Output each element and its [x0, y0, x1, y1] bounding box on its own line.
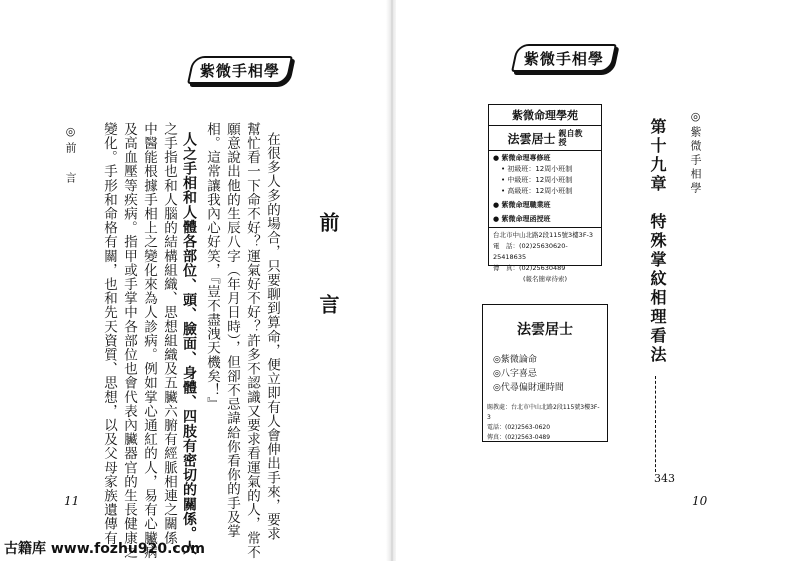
left-header-logo: 紫微手相學 [187, 56, 293, 84]
course-item: • 高級班：12周小班制 [501, 187, 573, 195]
body-column-7: 中醫能根據手相上之變化來為人診病。例如掌心通紅的人，易有心臟病 [141, 122, 157, 560]
right-header-logo: 紫微手相學 [511, 44, 617, 72]
academy-teacher-suffix: 親自教授 [558, 129, 583, 147]
academy-course-list [489, 151, 601, 227]
body-column-1: 在很多人多的場合，只要聊到算命，便立即有人會伸出手來，要求 [264, 132, 280, 541]
right-page [396, 0, 793, 561]
course-item: • 初級班：12周小班制 [501, 165, 573, 173]
service-title: 法雲居士 [517, 322, 573, 338]
chapter-title: 第十九章 特殊掌紋相理看法 [648, 118, 667, 365]
academy-ad-box [488, 104, 602, 283]
right-margin-label: ◎紫微手相學 [689, 110, 702, 196]
service-list [483, 353, 607, 395]
academy-phone: 電 話：(02)25630620-25418635 [493, 242, 568, 261]
service-item: ◎紫微論命 [493, 355, 537, 365]
service-contact [483, 395, 607, 443]
course-item: • 中級班：12周小班制 [501, 176, 573, 184]
academy-note: (報名簡章待索) [522, 275, 568, 283]
service-item: ◎八字喜忌 [493, 369, 537, 379]
course-item: ● 紫微命理專修班 [493, 154, 551, 162]
bottom-page-number: 343 [654, 472, 675, 485]
service-fax: 傳真：(02)2563-0489 [487, 434, 551, 441]
body-column-4: 相。這常讓我內心好笑，『豈不盡洩天機矣！』 [204, 122, 220, 412]
left-page-number: 11 [64, 494, 80, 508]
chapter-title-rule [655, 376, 656, 472]
service-address: 賜教處：台北市中山北路2段115號3樓3F-3 [487, 404, 600, 421]
service-box [482, 304, 608, 442]
body-column-8: 及高血壓等疾病。指甲或手掌中各部位也會代表內臟器官的生長健康之 [121, 122, 137, 560]
service-item: ◎代尋偏財運時間 [493, 383, 564, 393]
section-title-second-char: 言 [316, 294, 340, 314]
body-column-5: 人之手相和人體各部位、頭、臉面、身體、四肢有密切的關係。人 [181, 132, 197, 556]
body-column-2: 幫忙看一下命不好？運氣好不好？許多不認識又要求看運氣的人，常不 [244, 122, 260, 560]
academy-title: 紫微命理學苑 [489, 105, 601, 126]
academy-teacher-row [489, 126, 601, 151]
body-column-3: 願意說出他的生辰八字（年月日時），但卻不忌諱給你看你的手及掌 [224, 122, 240, 539]
right-page-number: 10 [692, 494, 708, 508]
academy-fax: 傳 真：(02)25630489 [493, 264, 566, 272]
site-watermark: 古籍库 www.fozhu920.com [4, 541, 205, 557]
academy-teacher: 法雲居士 [507, 131, 556, 146]
academy-contact [489, 227, 601, 287]
section-title-first-char: 前 [316, 212, 340, 232]
service-phone: 電話：(02)2563-0620 [487, 424, 551, 431]
body-column-6: 之手指也和人腦的結構組織、思想組織及五臟六腑有經脈相連之關係。 [161, 122, 177, 560]
course-item: ● 紫微命理職業班 [493, 201, 551, 209]
body-column-9: 變化。手形和命格有關，也和先天資質、思想，以及父母家族遺傳有 [101, 122, 117, 545]
left-margin-label: ◎前 言 [64, 125, 77, 187]
academy-address: 台北市中山北路2段115號3樓3F-3 [493, 231, 594, 239]
course-item: ● 紫微命理函授班 [493, 215, 551, 223]
left-page [0, 0, 388, 561]
